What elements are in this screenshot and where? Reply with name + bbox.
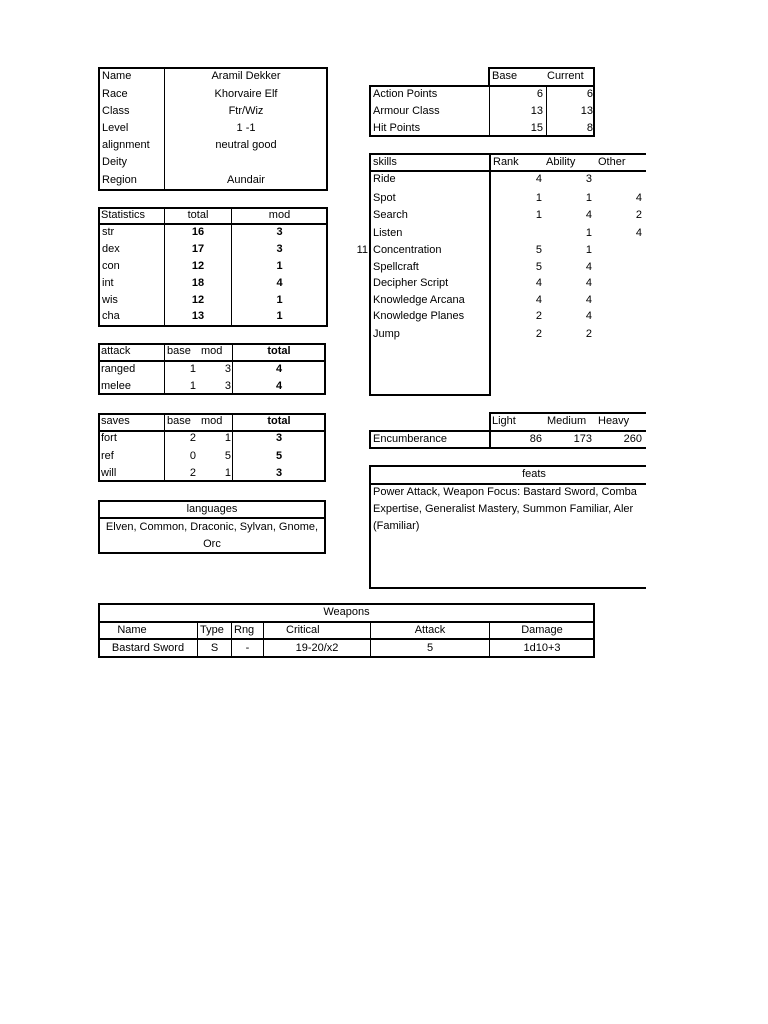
deity-value xyxy=(165,154,327,171)
stat-cha-label: cha xyxy=(102,310,120,322)
weapons-title: Weapons xyxy=(323,606,370,618)
save-fort-total: 3 xyxy=(275,432,283,444)
attack-header: attack xyxy=(101,345,131,357)
skill-ride-other xyxy=(610,171,642,188)
weapons-rng-header: Rng xyxy=(234,624,255,636)
level-value: 1 -1 xyxy=(236,121,256,134)
skill-listen-other: 4 xyxy=(635,226,642,239)
armour-class-label: Armour Class xyxy=(373,104,440,117)
stat-dex-total: 17 xyxy=(191,243,205,255)
save-fort-label: fort xyxy=(101,432,117,444)
skill-decipher-script-other xyxy=(610,275,642,292)
armour-class-base: 13 xyxy=(530,104,543,117)
stat-con-mod: 1 xyxy=(276,260,283,272)
skills-header: skills xyxy=(373,156,397,168)
saves-base-header: base xyxy=(167,415,191,427)
attack-base-header: base xyxy=(167,345,191,357)
class-value: Ftr/Wiz xyxy=(228,104,264,117)
save-fort-mod: 1 xyxy=(224,432,231,444)
saves-total-header: total xyxy=(267,415,291,427)
stat-con-label: con xyxy=(102,260,120,272)
skill-spot-rank: 1 xyxy=(535,191,542,204)
stat-cha-mod: 1 xyxy=(276,310,283,322)
skill-search-label: Search xyxy=(373,209,408,221)
skill-concentration-ability: 1 xyxy=(585,243,592,256)
weapon-type: S xyxy=(210,641,219,654)
statistics-header: Statistics xyxy=(101,209,146,221)
skill-search-rank: 1 xyxy=(535,209,542,221)
stat-int-mod: 4 xyxy=(276,277,283,289)
feats-line-1: Power Attack, Weapon Focus: Bastard Sword, Comba xyxy=(373,486,637,498)
skill-concentration-other xyxy=(610,242,642,259)
weapons-name-header: Name xyxy=(117,624,147,636)
stat-str-label: str xyxy=(102,226,115,238)
encumbrance-medium-header: Medium xyxy=(547,415,587,427)
save-ref-base: 0 xyxy=(189,450,196,462)
weapons-damage-header: Damage xyxy=(521,624,563,636)
skill-spellcraft-label: Spellcraft xyxy=(373,260,419,273)
stat-wis-mod: 1 xyxy=(276,294,283,306)
encumbrance-heavy-header: Heavy xyxy=(598,415,630,427)
save-ref-label: ref xyxy=(101,450,114,462)
stat-dex-label: dex xyxy=(102,243,120,255)
region-label: Region xyxy=(102,173,137,186)
action-points-current: 6 xyxy=(586,88,593,100)
skill-jump-ability: 2 xyxy=(585,327,592,340)
feats-line-3: (Familiar) xyxy=(373,520,420,532)
weapon-attack: 5 xyxy=(426,641,434,654)
skill-search-ability: 4 xyxy=(585,209,592,221)
skill-listen-label: Listen xyxy=(373,226,403,239)
skill-knowledge-arcana-label: Knowledge Arcana xyxy=(373,293,465,306)
attack-mod-header: mod xyxy=(201,345,223,357)
statistics-total-header: total xyxy=(187,209,209,221)
skill-spot-ability: 1 xyxy=(585,191,592,204)
skill-knowledge-arcana-ability: 4 xyxy=(585,293,592,306)
skill-listen-ability: 1 xyxy=(585,226,592,239)
attack-total-header: total xyxy=(267,345,291,357)
attack-ranged-total: 4 xyxy=(275,363,283,375)
hit-points-base: 15 xyxy=(530,121,543,134)
attack-ranged-base: 1 xyxy=(189,363,196,375)
attack-melee-label: melee xyxy=(101,380,131,392)
skill-knowledge-planes-rank: 2 xyxy=(535,310,542,322)
skill-knowledge-arcana-rank: 4 xyxy=(535,293,542,306)
weapon-rng: - xyxy=(245,641,250,654)
alignment-value: neutral good xyxy=(215,138,277,151)
skill-spellcraft-rank: 5 xyxy=(535,260,542,273)
skill-decipher-script-rank: 4 xyxy=(535,276,542,289)
stat-int-total: 18 xyxy=(191,277,205,289)
weapons-critical-header: Critical xyxy=(286,624,320,636)
skill-ride-ability: 3 xyxy=(585,173,592,185)
encumbrance-light-header: Light xyxy=(492,415,516,427)
weapon-critical: 19-20/x2 xyxy=(295,641,339,654)
feats-line-2: Expertise, Generalist Mastery, Summon Familiar, Aler xyxy=(373,503,634,515)
languages-title: languages xyxy=(186,503,238,515)
stat-con-total: 12 xyxy=(191,260,205,272)
deity-label: Deity xyxy=(102,156,128,168)
race-value: Khorvaire Elf xyxy=(214,87,278,100)
skill-jump-other xyxy=(610,326,642,343)
languages-line-2: Orc xyxy=(203,538,221,550)
stat-wis-label: wis xyxy=(102,294,118,306)
skills-rank-header: Rank xyxy=(493,156,519,168)
save-will-base: 2 xyxy=(189,467,196,479)
stat-cha-total: 13 xyxy=(191,310,205,322)
saves-header: saves xyxy=(101,415,130,427)
save-fort-base: 2 xyxy=(189,432,196,444)
skill-spot-other: 4 xyxy=(635,191,642,204)
feats-title: feats xyxy=(522,467,546,480)
skill-knowledge-planes-ability: 4 xyxy=(585,310,592,322)
race-label: Race xyxy=(102,87,128,100)
skill-decipher-script-label: Decipher Script xyxy=(373,276,449,289)
attack-melee-base: 1 xyxy=(189,380,196,392)
stat-int-label: int xyxy=(102,277,114,289)
armour-class-current: 13 xyxy=(580,104,593,117)
save-will-mod: 1 xyxy=(224,467,231,479)
attack-melee-mod: 3 xyxy=(224,380,231,392)
skills-ability-header: Ability xyxy=(546,156,576,168)
encumbrance-light-value: 86 xyxy=(529,432,542,445)
name-value: Aramil Dekker xyxy=(211,70,281,82)
skill-spellcraft-ability: 4 xyxy=(585,260,592,273)
skill-decipher-script-ability: 4 xyxy=(585,276,592,289)
attack-ranged-label: ranged xyxy=(101,363,136,375)
skills-other-header: Other xyxy=(598,156,626,168)
class-label: Class xyxy=(102,104,130,117)
encumbrance-label: Encumberance xyxy=(373,432,447,445)
skills-side-number: 11 xyxy=(356,243,368,256)
attack-ranged-mod: 3 xyxy=(224,363,231,375)
points-base-header: Base xyxy=(492,70,518,82)
skill-jump-rank: 2 xyxy=(535,327,542,340)
encumbrance-heavy-value: 260 xyxy=(623,432,642,445)
weapons-attack-header: Attack xyxy=(414,624,446,636)
encumbrance-medium-value: 173 xyxy=(573,432,592,445)
weapon-name: Bastard Sword xyxy=(111,641,185,654)
skill-ride-label: Ride xyxy=(373,173,396,185)
weapons-type-header: Type xyxy=(200,624,224,636)
skill-search-other: 2 xyxy=(635,209,642,221)
stat-str-total: 16 xyxy=(191,226,205,238)
save-ref-total: 5 xyxy=(275,450,283,462)
skill-concentration-rank: 5 xyxy=(535,243,542,256)
save-will-total: 3 xyxy=(275,467,283,479)
alignment-label: alignment xyxy=(102,138,150,151)
points-current-header: Current xyxy=(547,70,584,82)
action-points-base: 6 xyxy=(536,88,543,100)
name-label: Name xyxy=(102,70,132,82)
skill-knowledge-planes-label: Knowledge Planes xyxy=(373,310,465,322)
stat-wis-total: 12 xyxy=(191,294,205,306)
skill-knowledge-arcana-other xyxy=(610,292,642,309)
skill-ride-rank: 4 xyxy=(535,173,542,185)
level-label: Level xyxy=(102,121,129,134)
stat-str-mod: 3 xyxy=(276,226,283,238)
skill-spot-label: Spot xyxy=(373,191,396,204)
skill-concentration-label: Concentration xyxy=(373,243,442,256)
region-value: Aundair xyxy=(227,173,265,186)
statistics-mod-header: mod xyxy=(268,209,291,221)
skill-knowledge-planes-other xyxy=(610,308,642,325)
stat-dex-mod: 3 xyxy=(276,243,283,255)
attack-melee-total: 4 xyxy=(275,380,283,392)
weapon-damage: 1d10+3 xyxy=(523,641,561,654)
saves-mod-header: mod xyxy=(201,415,223,427)
languages-line-1: Elven, Common, Draconic, Sylvan, Gnome, xyxy=(105,521,319,533)
skill-spellcraft-other xyxy=(610,259,642,276)
skill-jump-label: Jump xyxy=(373,327,400,340)
hit-points-current: 8 xyxy=(586,121,593,134)
hit-points-label: Hit Points xyxy=(373,121,421,134)
save-ref-mod: 5 xyxy=(224,450,231,462)
action-points-label: Action Points xyxy=(373,88,438,100)
skill-listen-rank xyxy=(500,225,542,242)
save-will-label: will xyxy=(101,467,117,479)
